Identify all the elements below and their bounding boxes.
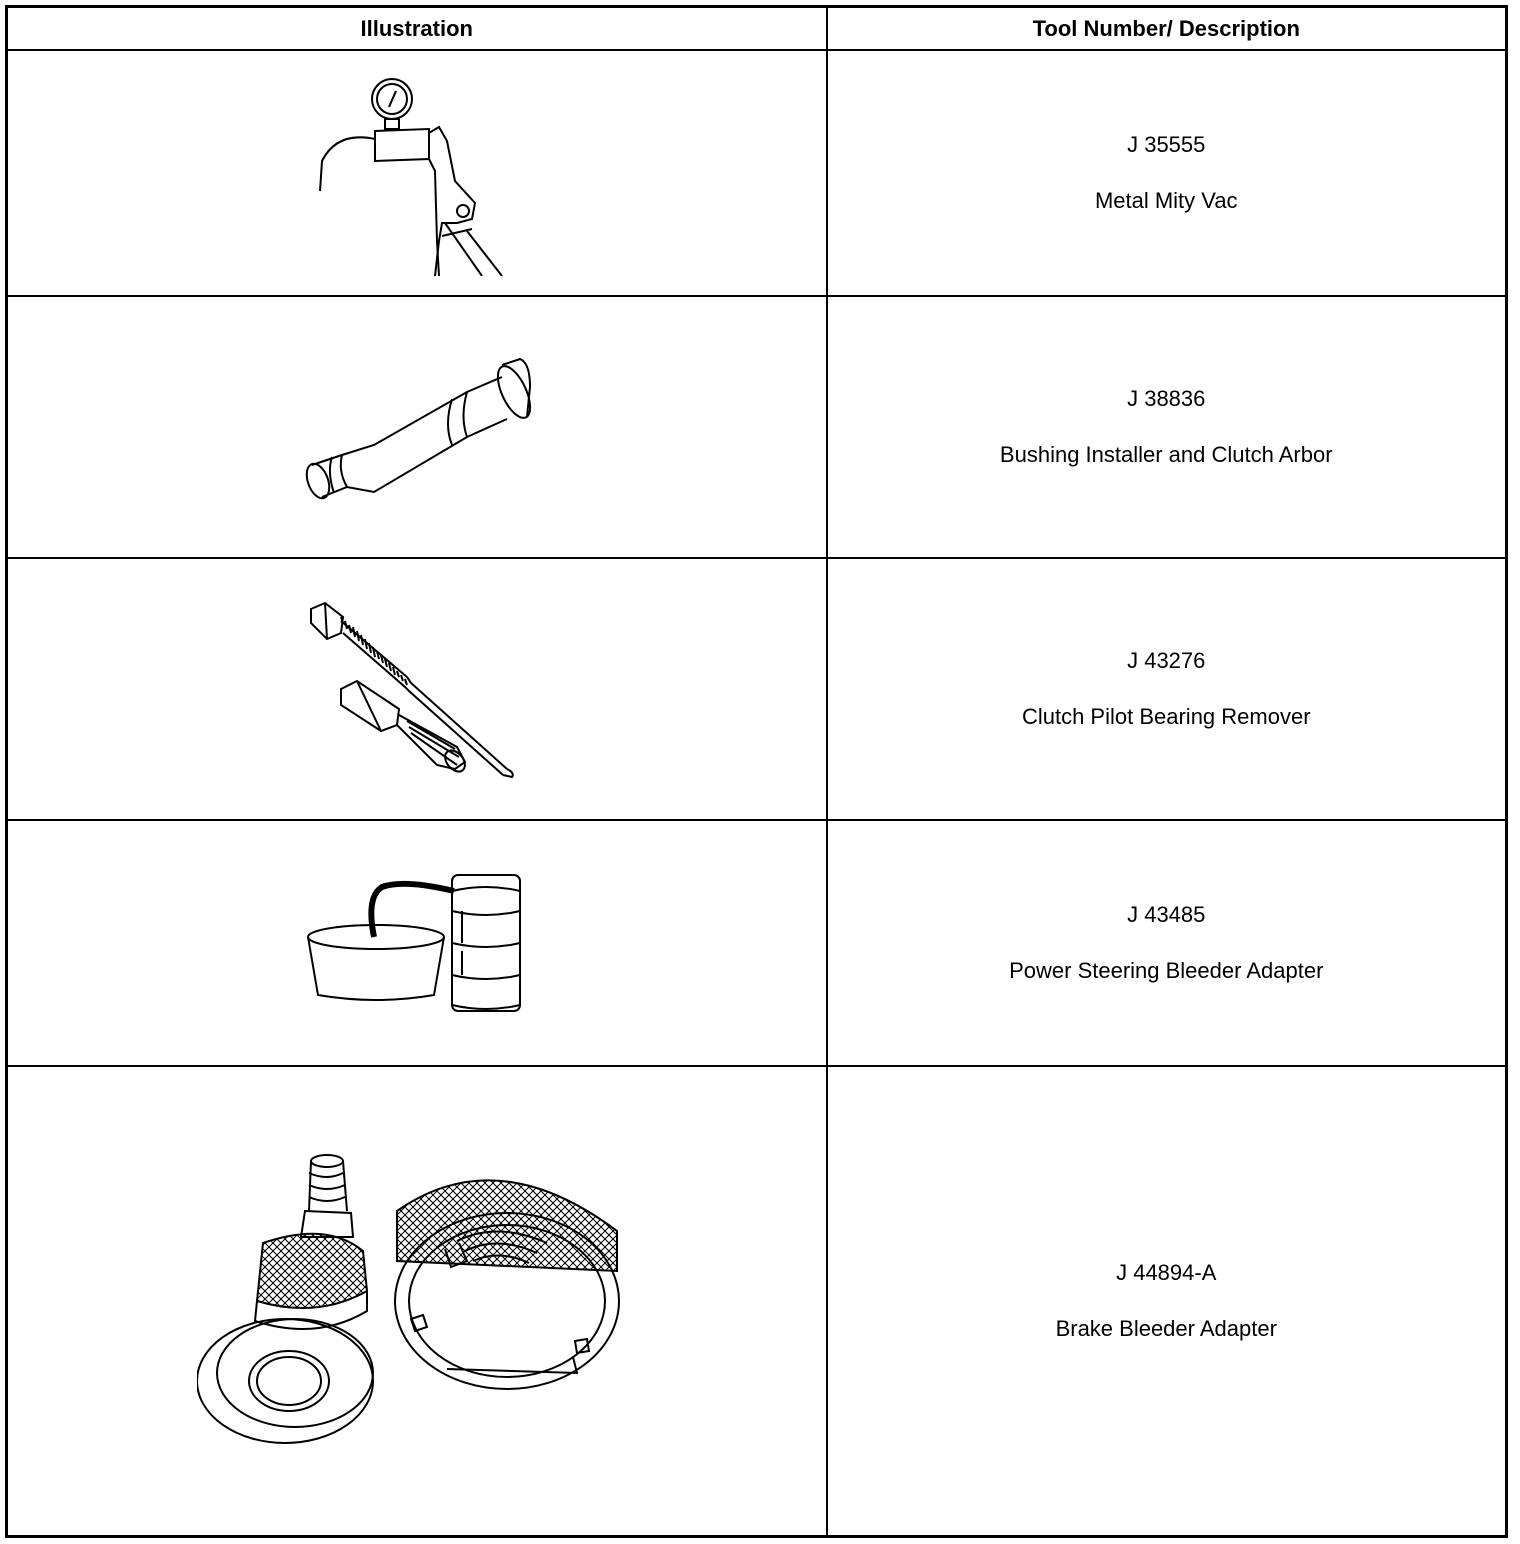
table-row [7, 820, 1507, 1066]
illustration-cell [7, 558, 827, 820]
tool-description: Power Steering Bleeder Adapter [1009, 958, 1324, 983]
tool-number: J 43485 [1127, 902, 1206, 927]
tool-number: J 35555 [1127, 132, 1206, 157]
illustration-cell [7, 820, 827, 1066]
tool-description: Bushing Installer and Clutch Arbor [999, 442, 1333, 467]
header-illustration: Illustration [7, 7, 827, 51]
table-row [7, 296, 1507, 558]
illustration-cell [7, 296, 827, 558]
bushing-installer-icon [302, 347, 532, 507]
hand-vacuum-pump-icon [317, 71, 517, 276]
description-cell [827, 1066, 1507, 1537]
description-cell [827, 558, 1507, 820]
table-row [7, 1066, 1507, 1537]
illustration-cell [7, 50, 827, 296]
table-row [7, 50, 1507, 296]
tool-number: J 43276 [1127, 648, 1206, 673]
tool-description: Clutch Pilot Bearing Remover [1021, 704, 1311, 729]
brake-bleeder-adapter-icon [197, 1151, 637, 1451]
tool-table [5, 5, 1508, 1538]
power-steering-bleeder-adapter-icon [304, 871, 529, 1016]
tool-number: J 44894-A [1116, 1260, 1217, 1285]
description-cell [827, 50, 1507, 296]
description-cell [827, 820, 1507, 1066]
illustration-cell [7, 1066, 827, 1537]
table-row [7, 558, 1507, 820]
tool-description: Metal Mity Vac [1094, 188, 1238, 213]
header-row [7, 7, 1507, 51]
tool-description: Brake Bleeder Adapter [1055, 1316, 1277, 1341]
header-description: Tool Number/ Description [827, 7, 1507, 51]
pilot-bearing-remover-icon [307, 597, 527, 782]
description-cell [827, 296, 1507, 558]
tool-number: J 38836 [1127, 386, 1206, 411]
